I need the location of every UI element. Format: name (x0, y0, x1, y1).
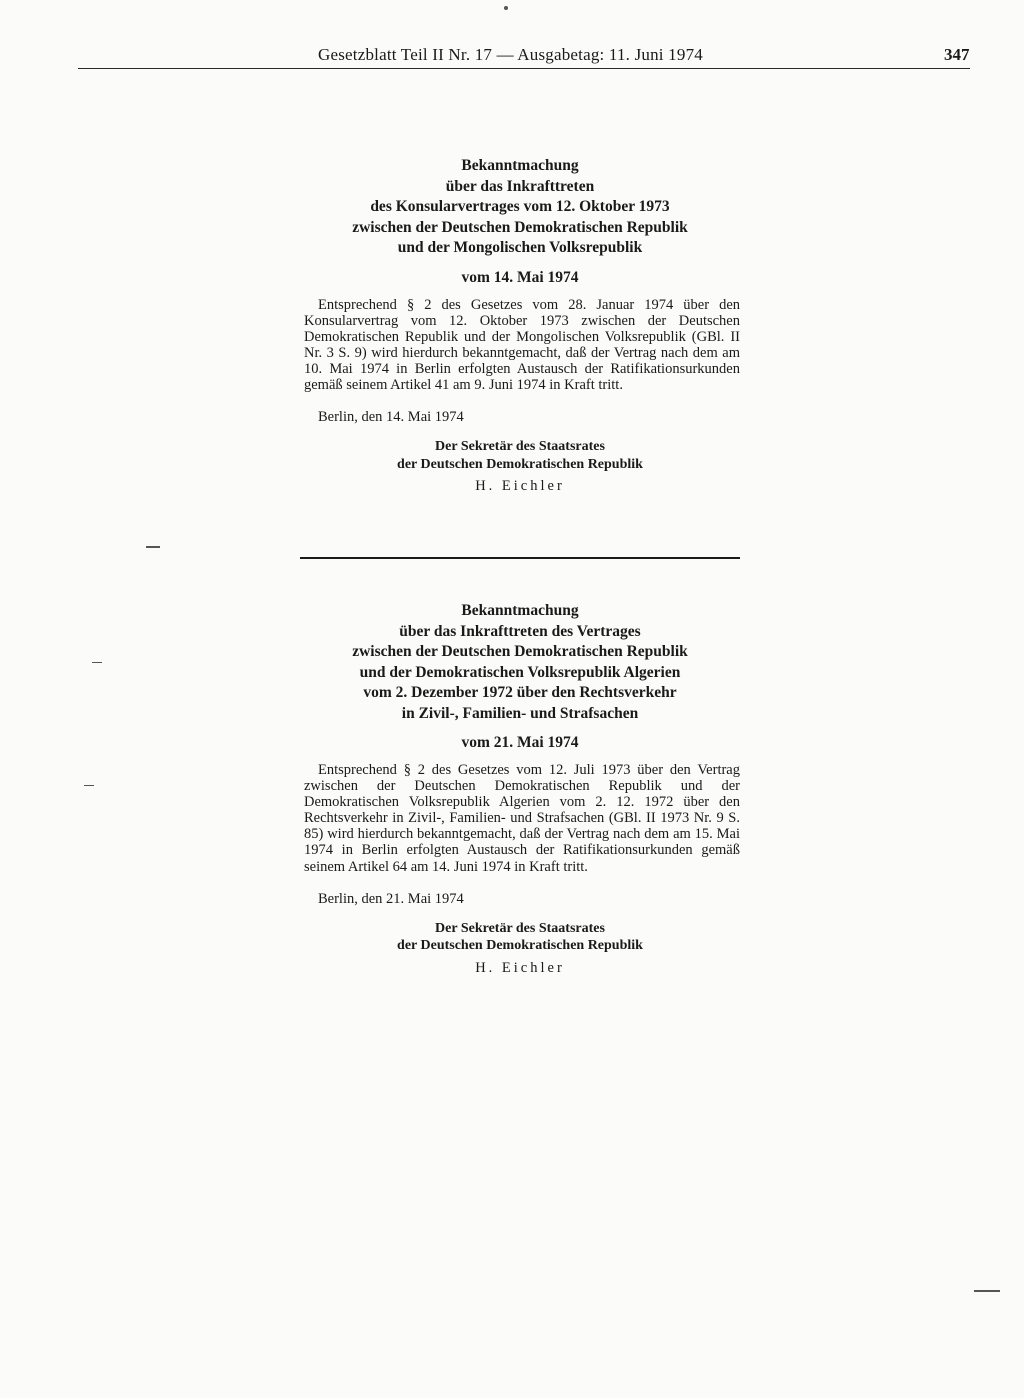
announcement-date: vom 14. Mai 1974 (461, 268, 579, 286)
signer-line: der Deutschen Demokratischen Republik (397, 456, 643, 472)
signer-line: Der Sekretär des Staatsrates (435, 920, 605, 936)
title-line: in Zivil-, Familien- und Strafsachen (401, 704, 639, 722)
scan-speck (84, 785, 94, 786)
announcement-title (300, 601, 740, 724)
title-line: und der Demokratischen Volksrepublik Algerien (359, 663, 681, 681)
running-header-title: Gesetzblatt Teil II Nr. 17 — Ausgabetag: 11. Juni 1974 (318, 45, 703, 64)
title-line: zwischen der Deutschen Demokratischen Republik (352, 643, 688, 660)
announcement-mongolia (300, 156, 740, 495)
title-line: vom 2. Dezember 1972 über den Rechtsverkehr (363, 684, 677, 701)
title-line: des Konsularvertrages vom 12. Oktober 1973 (370, 198, 670, 215)
scan-speck (974, 1290, 1000, 1292)
place-and-date: Berlin, den 14. Mai 1974 (318, 409, 464, 426)
section-divider (300, 557, 740, 559)
scan-speck (146, 546, 160, 548)
title-line: Bekanntmachung (461, 157, 579, 174)
announcement-date: vom 21. Mai 1974 (461, 734, 579, 751)
title-line: zwischen der Deutschen Demokratischen Republik (352, 218, 688, 236)
header-rule (78, 68, 970, 69)
title-line: und der Mongolischen Volksrepublik (397, 239, 643, 256)
announcement-body: Entsprechend § 2 des Gesetzes vom 28. Januar 1974 über den Konsularvertrag vom 12. Oktober 1973 zwischen der Deutschen Demokratischen Republik und der Mongolischen Volksrepublik (GBl. II Nr. 3 S. 9) wird hierdurch bekanntgemacht, daß der Vertrag nach dem am 10. Mai 1974 in Berlin erfolgten Austausch der Ratifikationsurkunden gemäß seinem Artikel 41 am 9. Juni 1974 in Kraft tritt. (304, 296, 740, 393)
signature-name: H. Eichler (475, 959, 565, 976)
signer-title (300, 438, 740, 473)
signer-line: Der Sekretär des Staatsrates (435, 439, 605, 455)
signer-line: der Deutschen Demokratischen Republik (397, 938, 643, 954)
place-and-date: Berlin, den 21. Mai 1974 (318, 890, 464, 907)
scan-speck (504, 6, 508, 10)
signer-title (300, 920, 740, 955)
page-number: 347 (944, 45, 970, 64)
title-line: Bekanntmachung (461, 602, 579, 619)
signature-name: H. Eichler (475, 478, 565, 495)
title-line: über das Inkrafttreten des Vertrages (399, 622, 641, 640)
announcement-algeria (300, 601, 740, 977)
announcement-title (300, 156, 740, 259)
announcement-body: Entsprechend § 2 des Gesetzes vom 12. Juli 1973 über den Vertrag zwischen der Deutschen Demokratischen Republik und der Demokratischen Volksrepublik Algerien vom 2. 12. 1972 über den Rechtsverkehr in Zivil-, Familien- und Strafsachen (GBl. II 1973 Nr. 9 S. 85) wird hierdurch bekanntgemacht, daß der Vertrag nach dem am 15. Mai 1974 in Berlin erfolgten Austausch der Ratifikationsurkunden gemäß seinem Artikel 64 am 14. Juni 1974 in Kraft tritt. (304, 762, 740, 875)
scan-speck (92, 662, 102, 663)
title-line: über das Inkrafttreten (445, 177, 595, 195)
